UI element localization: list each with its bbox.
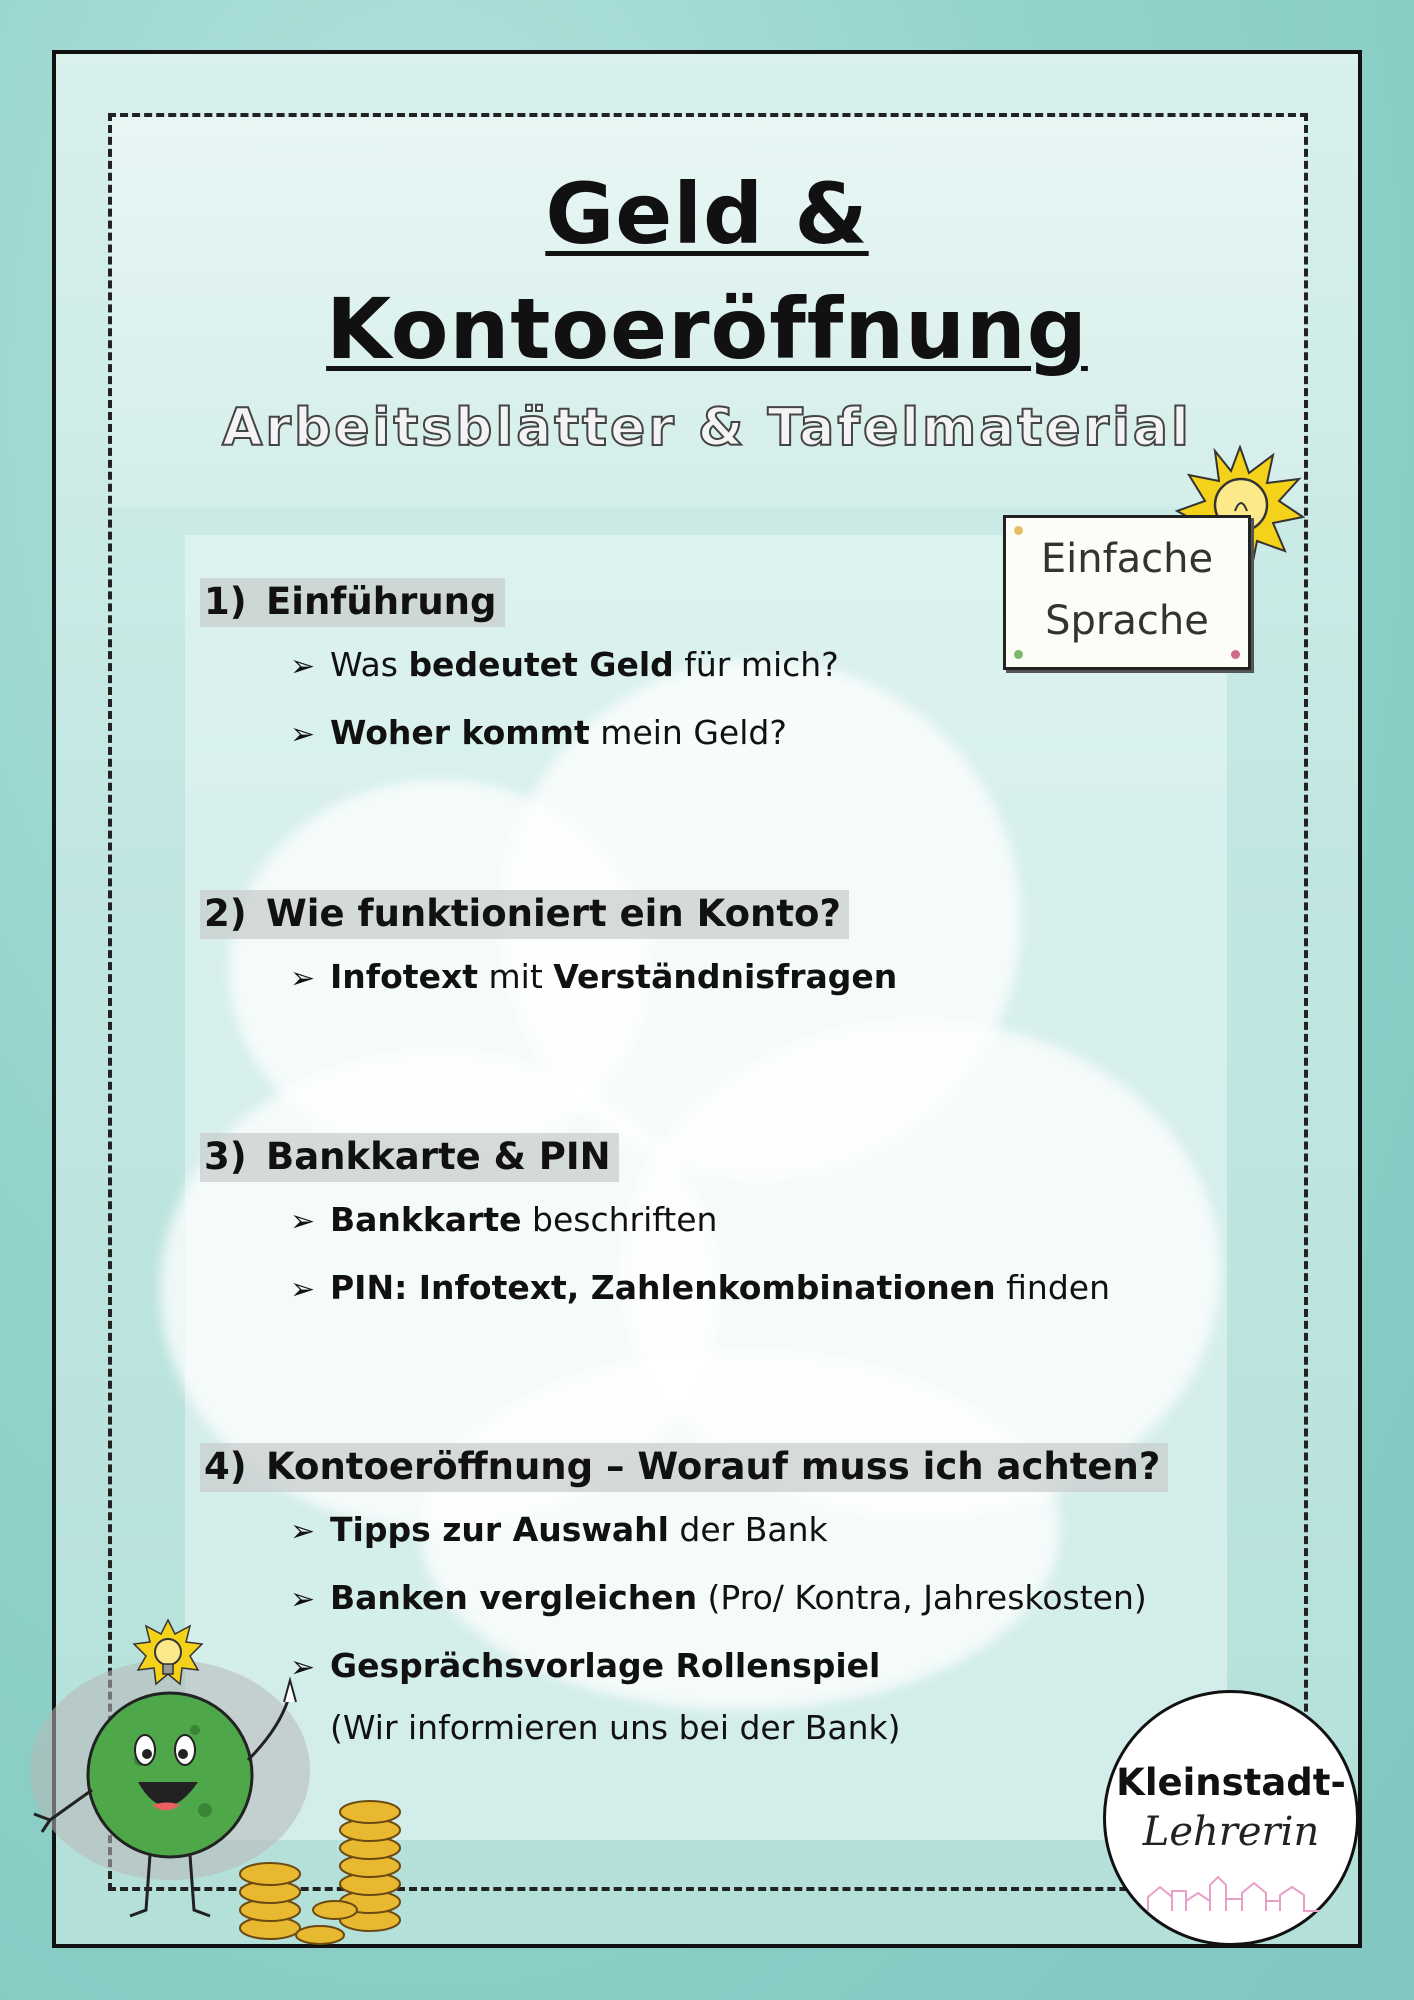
bullet-bold: Tipps zur Auswahl (330, 1510, 669, 1549)
section-title (200, 890, 849, 939)
arrow-bullet-icon: ➢ (290, 1204, 316, 1239)
list-item (290, 713, 839, 763)
section-number: 2) (204, 892, 247, 935)
list-item (290, 645, 839, 695)
bullet-text: mein Geld? (589, 713, 787, 752)
town-skyline-icon (1146, 1873, 1322, 1913)
section-title-text: Wie funktioniert ein Konto? (266, 892, 841, 935)
arrow-bullet-icon: ➢ (290, 1272, 316, 1307)
bullet-text: für mich? (673, 645, 839, 684)
section-3 (200, 1133, 1110, 1318)
badge-line1: Einfache (1040, 536, 1214, 582)
badge-line2: Sprache (1045, 598, 1209, 644)
arrow-bullet-icon: ➢ (290, 961, 316, 996)
arrow-bullet-icon: ➢ (290, 1650, 316, 1685)
bullet-bold: Banken vergleichen (330, 1578, 698, 1617)
section-number: 3) (204, 1135, 247, 1178)
bullet-bold: Verständnisfragen (553, 957, 898, 996)
bullet-text: mit (478, 957, 554, 996)
bullet-text: Was (330, 645, 409, 684)
section-title-text: Kontoeröffnung – Worauf muss ich achten? (266, 1445, 1161, 1488)
bullet-bold: Infotext (330, 957, 479, 996)
arrow-bullet-icon: ➢ (290, 1514, 316, 1549)
page-title-line1: Geld & (545, 165, 869, 263)
arrow-bullet-icon: ➢ (290, 1582, 316, 1617)
bullet-continuation: (Wir informieren uns bei der Bank) (330, 1708, 901, 1747)
section-1 (200, 578, 839, 763)
section-title (200, 578, 505, 627)
mascot-coin-illustration (20, 1610, 420, 1950)
section-number: 4) (204, 1445, 247, 1488)
logo-text-bottom: Lehrerin (1142, 1809, 1320, 1855)
bullet-bold: bedeutet Geld (408, 645, 674, 684)
arrow-bullet-icon: ➢ (290, 649, 316, 684)
pin-icon (1014, 526, 1023, 535)
list-item (290, 1578, 1258, 1628)
list-item (290, 1200, 1110, 1250)
list-item (290, 1510, 1258, 1560)
list-item (290, 1646, 1258, 1696)
bullet-text: beschriften (521, 1200, 718, 1239)
bullet-bold: Woher kommt (330, 713, 590, 752)
page-title-line2: Kontoeröffnung (326, 280, 1088, 378)
section-number: 1) (204, 580, 247, 623)
section-2 (200, 890, 898, 1007)
bullet-bold: Gesprächsvorlage Rollenspiel (330, 1646, 881, 1685)
bullet-bold: Bankkarte (330, 1200, 522, 1239)
list-item (290, 1268, 1110, 1318)
section-title (200, 1443, 1168, 1492)
section-title-text: Bankkarte & PIN (266, 1135, 611, 1178)
bullet-text: finden (995, 1268, 1110, 1307)
bullet-text: (Pro/ Kontra, Jahreskosten) (697, 1578, 1147, 1617)
logo-text-top: Kleinstadt- (1116, 1761, 1346, 1804)
section-title-text: Einführung (266, 580, 497, 623)
bullet-text: der Bank (668, 1510, 828, 1549)
page-subtitle: Arbeitsblätter & Tafelmaterial (222, 398, 1192, 458)
pin-icon (1231, 650, 1240, 659)
list-item (290, 957, 939, 1007)
brand-logo (1103, 1690, 1359, 1946)
pin-icon (1014, 650, 1023, 659)
arrow-bullet-icon: ➢ (290, 717, 316, 752)
simple-language-badge (1003, 515, 1251, 670)
section-title (200, 1133, 619, 1182)
bullet-bold: PIN: Infotext, Zahlenkombinationen (330, 1268, 996, 1307)
